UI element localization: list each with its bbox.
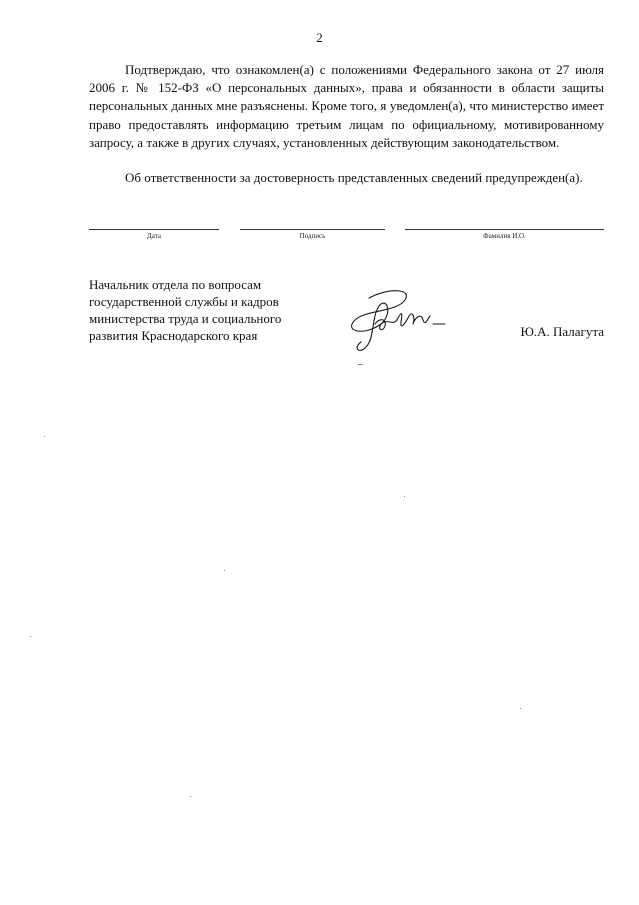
scan-speck (404, 496, 405, 497)
official-title-line: развития Краснодарского края (89, 328, 258, 343)
scan-speck (30, 636, 31, 637)
handwritten-signature (335, 284, 455, 364)
official-title-line: государственной службы и кадров (89, 294, 279, 309)
official-name: Ю.А. Палагута (520, 324, 604, 339)
signature-line (240, 229, 385, 230)
scan-speck (520, 708, 521, 709)
date-line (89, 229, 219, 230)
scan-speck (44, 436, 45, 437)
signature-caption: Подпись (299, 232, 326, 240)
responsibility-paragraph: Об ответственности за достоверность представленных сведений предупрежден(а). (125, 170, 583, 185)
page-number: 2 (316, 30, 323, 45)
consent-paragraph: Подтверждаю, что ознакомлен(а) с положениями Федерального закона от 27 июля 2006 г. № 152-ФЗ «О персональных данных», права и обязанности в области защиты персональных данных мне разъяснены. Кроме того, я уведомлен(а), что министерство имеет право предоставлять информацию третьим лицам по официальному, мотивированному запросу, а также в других случаях, установленных действующим законодательством. (89, 62, 604, 150)
date-caption: Дата (147, 232, 161, 240)
scan-speck (358, 364, 363, 365)
official-title-line: министерства труда и социального (89, 311, 282, 326)
official-title (89, 276, 349, 344)
full-name-caption: Фамилия И.О. (483, 232, 526, 240)
full-name-line (405, 229, 604, 230)
scan-speck (190, 796, 191, 797)
scan-speck (224, 570, 225, 571)
official-title-line: Начальник отдела по вопросам (89, 277, 262, 292)
